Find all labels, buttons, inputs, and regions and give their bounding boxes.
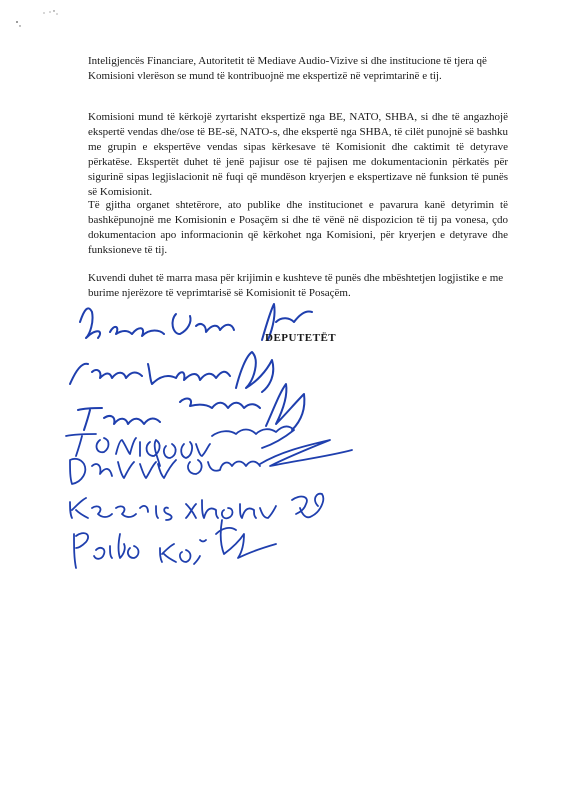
paragraph-cooperation: Të gjitha organet shtetërore, ato publike dhe institucionet e pavarura kanë detyrimin të bashkëpunojnë me Komisionin e Posaçëm si dhe të vënë në dispozicion të tij pa vonesa, çdo dokumentacion apo informacionin që kërkohet nga Komisioni, për kryerjen e detyrave dhe funksioneve të tij. bbox=[88, 199, 508, 256]
signature-row-2 bbox=[70, 352, 273, 392]
signature-row-5 bbox=[70, 440, 352, 484]
paragraph-assembly: Kuvendi duhet të marra masa për krijimin e kushteve të punës dhe mbështetjen logjistike e me burime njerëzore të veprimtarisë së Komisionit të Posaçëm. bbox=[88, 272, 504, 299]
signature-row-6 bbox=[70, 494, 323, 520]
scan-specks bbox=[14, 6, 74, 28]
signatures-area bbox=[0, 290, 586, 580]
paragraph-expertise: Komisioni mund të kërkojë zyrtarisht ekspertizë nga BE, NATO, SHBA, si dhe të angazhojë ekspertë vendas dhe/ose të BE-së, NATO-s, dhe ekspertë nga SHBA, të cilët punojnë së bashku me grupin e ekspertëve vendas sipas kërkesave të Komisionit dhe caktimit të detyrave përkatëse. Ekspertët duhet të jenë pajisur ose të pajisen me dokumentacionin përkatës për sigurinë sipas legjislacionit në fuqi që mundëson kryerjen e ekspertizave në funksion të punës së Komisionit. bbox=[88, 111, 508, 198]
signatories-heading: DEPUTETËT bbox=[265, 332, 337, 344]
signature-row-7 bbox=[74, 520, 276, 568]
paragraph-institutions: Inteligjencës Financiare, Autoritetit të Mediave Audio-Vizive si dhe institucione të tjera që Komisioni vlerëson se mund të kontribuojnë me ekspertizë në veprimtarinë e tij. bbox=[88, 55, 487, 82]
signature-row-3 bbox=[78, 384, 304, 430]
signature-row-4 bbox=[66, 426, 294, 466]
